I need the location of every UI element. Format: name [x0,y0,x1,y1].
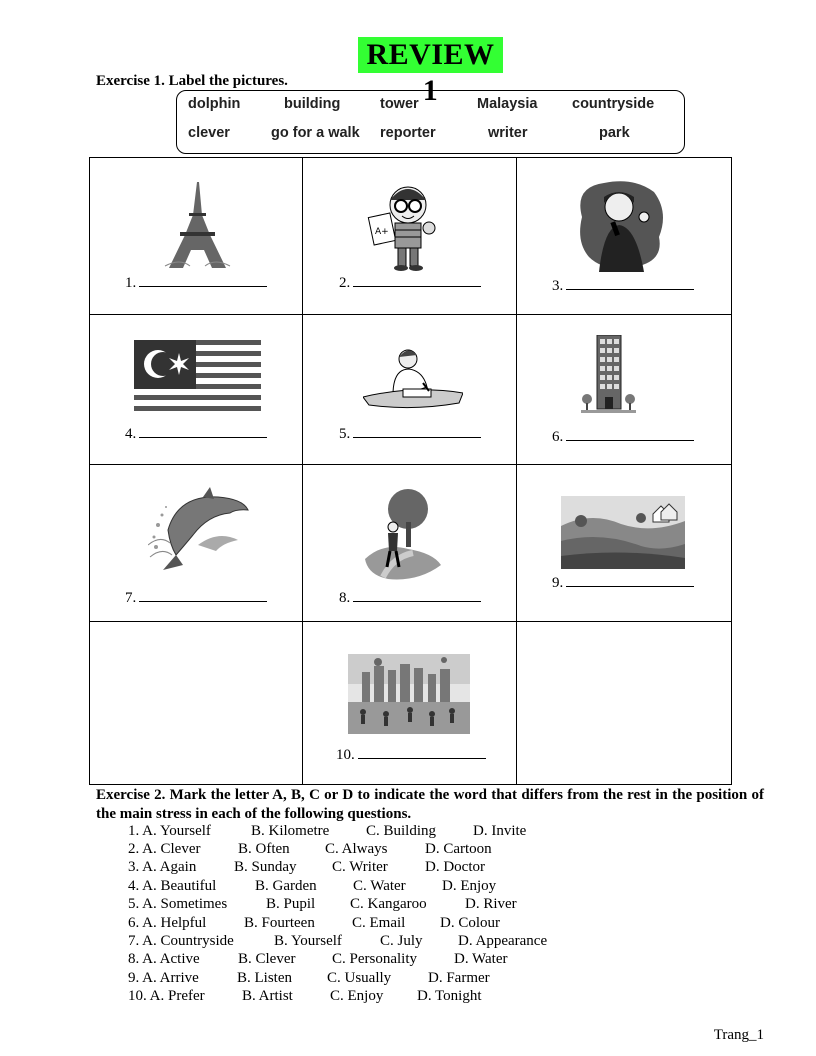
picture-cell [303,315,517,465]
picture-grid [89,157,732,785]
label-number: 4. [125,426,137,442]
option-b[interactable]: B. Often [238,841,290,857]
clever-boy-image [361,180,456,272]
answer-blank[interactable] [353,425,481,438]
label-number: 1. [125,275,137,291]
option-a[interactable]: 5. A. Sometimes [128,896,228,912]
option-c[interactable]: C. Building [366,823,437,839]
word-bank-item: building [284,96,341,112]
option-d[interactable]: D. Doctor [425,859,485,875]
option-c[interactable]: C. Writer [332,859,388,875]
option-a[interactable]: 1. A. Yourself [128,823,211,839]
label-number: 2. [339,275,351,291]
answer-blank[interactable] [358,746,486,759]
option-a[interactable]: 8. A. Active [128,951,200,967]
option-d[interactable]: D. Enjoy [442,878,497,894]
label-line [125,274,267,292]
picture-cell [517,315,732,465]
word-bank-item: countryside [572,96,655,112]
label-line [336,746,486,764]
picture-cell [303,465,517,622]
option-b[interactable]: B. Garden [255,878,317,894]
option-d[interactable]: D. Invite [473,823,527,839]
option-b[interactable]: B. Listen [237,970,292,986]
option-b[interactable]: B. Pupil [266,896,316,912]
writer-image [363,345,463,410]
option-c[interactable]: C. Enjoy [330,988,384,1004]
word-bank [176,90,685,154]
option-b[interactable]: B. Yourself [274,933,342,949]
option-a[interactable]: 7. A. Countryside [128,933,234,949]
label-line [125,589,267,607]
word-bank-item: dolphin [188,96,241,112]
dolphin-image [148,485,253,577]
answer-blank[interactable] [139,589,267,602]
picture-cell [517,465,732,622]
label-number: 6. [552,429,564,445]
option-d[interactable]: D. Farmer [428,970,490,986]
park-image [348,654,470,734]
option-a[interactable]: 10. A. Prefer [128,988,205,1004]
option-a[interactable]: 9. A. Arrive [128,970,199,986]
word-bank-item: clever [188,125,230,141]
label-number: 9. [552,575,564,591]
picture-cell [90,315,303,465]
answer-blank[interactable] [566,574,694,587]
eiffel-tower-image [160,180,235,270]
countryside-image [561,496,685,569]
option-d[interactable]: D. Appearance [458,933,548,949]
option-d[interactable]: D. Tonight [417,988,482,1004]
page-footer: Trang_1 [713,1027,764,1043]
option-a[interactable]: 4. A. Beautiful [128,878,217,894]
option-c[interactable]: C. July [380,933,423,949]
picture-cell [517,622,732,784]
option-c[interactable]: C. Usually [327,970,392,986]
label-line [552,574,694,592]
word-bank-item: park [599,125,630,141]
word-bank-item: tower [380,96,419,112]
answer-blank[interactable] [353,589,481,602]
option-a[interactable]: 3. A. Again [128,859,197,875]
answer-blank[interactable] [566,277,694,290]
word-bank-item: writer [488,125,528,141]
answer-blank[interactable] [566,428,694,441]
label-line [552,277,694,295]
option-a[interactable]: 6. A. Helpful [128,915,207,931]
option-c[interactable]: C. Always [325,841,388,857]
exercise1-heading: Exercise 1. Label the pictures. [96,73,288,89]
option-b[interactable]: B. Clever [238,951,296,967]
word-bank-item: reporter [380,125,436,141]
label-number: 8. [339,590,351,606]
option-d[interactable]: D. Colour [440,915,500,931]
label-line [339,425,481,443]
label-number: 7. [125,590,137,606]
option-d[interactable]: D. Water [454,951,508,967]
picture-cell [303,622,517,784]
svg-text:A+: A+ [375,227,389,237]
option-c[interactable]: C. Email [352,915,406,931]
page-title: REVIEW 1 [358,37,503,73]
answer-blank[interactable] [353,274,481,287]
picture-cell [90,465,303,622]
option-d[interactable]: D. River [465,896,517,912]
label-line [125,425,267,443]
picture-cell [303,158,517,315]
option-a[interactable]: 2. A. Clever [128,841,201,857]
option-b[interactable]: B. Kilometre [251,823,330,839]
reporter-image [574,177,669,272]
label-number: 3. [552,278,564,294]
go-for-a-walk-image [363,487,443,582]
picture-cell [90,158,303,315]
answer-blank[interactable] [139,425,267,438]
option-b[interactable]: B. Fourteen [244,915,315,931]
building-image [581,335,636,415]
option-b[interactable]: B. Sunday [234,859,297,875]
label-line [339,589,481,607]
label-number: 5. [339,426,351,442]
malaysia-flag-image [134,340,261,417]
option-c[interactable]: C. Water [353,878,406,894]
option-b[interactable]: B. Artist [242,988,293,1004]
picture-cell [517,158,732,315]
word-bank-item: go for a walk [271,125,360,141]
exercise2-heading: Exercise 2. Mark the letter A, B, C or D to indicate the word that differs from the rest in the position of the main stress in each of the following questions. [96,787,764,822]
label-number: 10. [336,747,355,763]
option-d[interactable]: D. Cartoon [425,841,492,857]
label-line [552,428,694,446]
label-line [339,274,481,292]
word-bank-item: Malaysia [477,96,538,112]
answer-blank[interactable] [139,274,267,287]
option-c[interactable]: C. Kangaroo [350,896,427,912]
picture-cell [90,622,303,784]
option-c[interactable]: C. Personality [332,951,417,967]
